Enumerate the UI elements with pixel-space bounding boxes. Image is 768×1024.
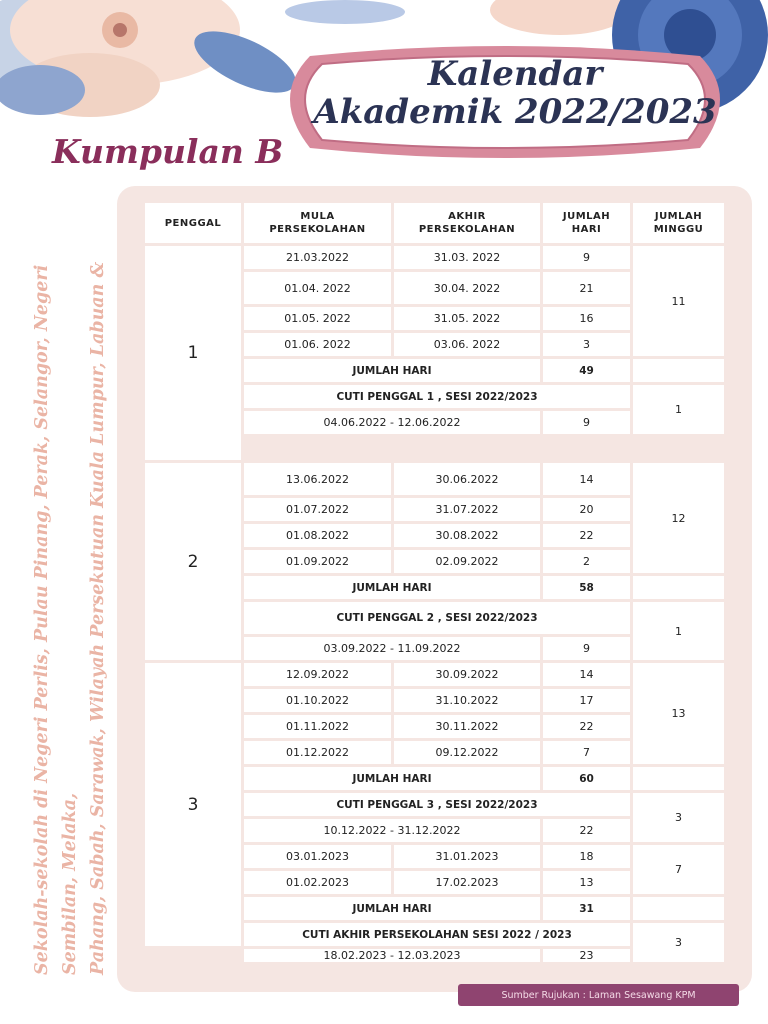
table-cell: 30.04. 2022 bbox=[394, 272, 540, 304]
calendar-table bbox=[145, 203, 722, 962]
cuti-minggu: 1 bbox=[633, 385, 724, 434]
table-cell: 13.06.2022 bbox=[244, 463, 391, 495]
table-cell: 01.07.2022 bbox=[244, 498, 391, 521]
page-title bbox=[300, 55, 730, 131]
minggu-cell: 12 bbox=[633, 463, 724, 573]
table-cell: 21.03.2022 bbox=[244, 246, 391, 269]
empty-cell bbox=[633, 576, 724, 599]
table-cell: 2 bbox=[543, 550, 630, 573]
table-cell: 16 bbox=[543, 307, 630, 330]
cuti-minggu: 3 bbox=[633, 793, 724, 842]
cuti-label: CUTI PENGGAL 1 , SESI 2022/2023 bbox=[244, 385, 630, 408]
jumlah-hari-value: 49 bbox=[543, 359, 630, 382]
table-cell: 9 bbox=[543, 246, 630, 269]
cuti-akhir-dates: 18.02.2023 - 12.03.2023 bbox=[244, 949, 540, 962]
table-cell: 31.07.2022 bbox=[394, 498, 540, 521]
cuti-hari: 9 bbox=[543, 637, 630, 660]
table-cell: 3 bbox=[543, 333, 630, 356]
table-cell: 21 bbox=[543, 272, 630, 304]
table-cell: 20 bbox=[543, 498, 630, 521]
cuti-akhir-minggu: 3 bbox=[633, 923, 724, 962]
table-cell: 01.12.2022 bbox=[244, 741, 391, 764]
title-line-1: Kalendar bbox=[427, 54, 603, 94]
table-cell: 30.11.2022 bbox=[394, 715, 540, 738]
header-hari: JUMLAH HARI bbox=[543, 203, 630, 243]
cuti-hari: 9 bbox=[543, 411, 630, 434]
table-cell: 01.10.2022 bbox=[244, 689, 391, 712]
jumlah-hari-label: JUMLAH HARI bbox=[244, 576, 540, 599]
header-penggal: PENGGAL bbox=[145, 203, 241, 243]
cuti-dates: 03.09.2022 - 11.09.2022 bbox=[244, 637, 540, 660]
minggu-cell: 7 bbox=[633, 845, 724, 894]
title-line-2: Akademik 2022/2023 bbox=[313, 92, 717, 132]
table-cell: 30.06.2022 bbox=[394, 463, 540, 495]
header-minggu: JUMLAH MINGGU bbox=[633, 203, 724, 243]
penggal-1-label: 1 bbox=[145, 246, 241, 460]
table-cell: 18 bbox=[543, 845, 630, 868]
table-cell: 01.09.2022 bbox=[244, 550, 391, 573]
empty-cell bbox=[633, 359, 724, 382]
table-cell: 31.03. 2022 bbox=[394, 246, 540, 269]
table-cell: 22 bbox=[543, 715, 630, 738]
jumlah-hari-value: 58 bbox=[543, 576, 630, 599]
table-cell: 14 bbox=[543, 463, 630, 495]
cuti-akhir-label: CUTI AKHIR PERSEKOLAHAN SESI 2022 / 2023 bbox=[244, 923, 630, 946]
header-mula: MULA PERSEKOLAHAN bbox=[244, 203, 391, 243]
table-cell: 22 bbox=[543, 524, 630, 547]
table-cell: 01.08.2022 bbox=[244, 524, 391, 547]
jumlah-hari-label: JUMLAH HARI bbox=[244, 359, 540, 382]
table-cell: 01.04. 2022 bbox=[244, 272, 391, 304]
table-cell: 01.11.2022 bbox=[244, 715, 391, 738]
jumlah-hari-label: JUMLAH HARI bbox=[244, 767, 540, 790]
side-note-line-2: Pahang, Sabah, Sarawak, Wilayah Persekutuan Kuala Lumpur, Labuan & bbox=[88, 261, 108, 975]
cuti-dates: 10.12.2022 - 31.12.2022 bbox=[244, 819, 540, 842]
source-footer: Sumber Rujukan : Laman Sesawang KPM bbox=[458, 984, 739, 1006]
table-cell: 09.12.2022 bbox=[394, 741, 540, 764]
empty-cell bbox=[633, 897, 724, 920]
table-cell: 02.09.2022 bbox=[394, 550, 540, 573]
jumlah-hari-value: 31 bbox=[543, 897, 630, 920]
table-cell: 13 bbox=[543, 871, 630, 894]
table-cell: 31.01.2023 bbox=[394, 845, 540, 868]
table-cell: 03.01.2023 bbox=[244, 845, 391, 868]
table-cell: 17.02.2023 bbox=[394, 871, 540, 894]
minggu-cell: 11 bbox=[633, 246, 724, 356]
table-cell: 30.09.2022 bbox=[394, 663, 540, 686]
table-cell: 14 bbox=[543, 663, 630, 686]
jumlah-hari-label: JUMLAH HARI bbox=[244, 897, 540, 920]
table-cell: 12.09.2022 bbox=[244, 663, 391, 686]
empty-cell bbox=[633, 767, 724, 790]
penggal-2-label: 2 bbox=[145, 463, 241, 660]
cuti-minggu: 1 bbox=[633, 602, 724, 660]
side-note-line-1: Sekolah-sekolah di Negeri Perlis, Pulau Pinang, Perak, Selangor, Negeri Sembilan, Melaka, bbox=[32, 264, 80, 975]
minggu-cell: 13 bbox=[633, 663, 724, 764]
cuti-hari: 22 bbox=[543, 819, 630, 842]
table-cell: 31.05. 2022 bbox=[394, 307, 540, 330]
table-cell: 30.08.2022 bbox=[394, 524, 540, 547]
table-cell: 7 bbox=[543, 741, 630, 764]
cuti-label: CUTI PENGGAL 2 , SESI 2022/2023 bbox=[244, 602, 630, 634]
cuti-label: CUTI PENGGAL 3 , SESI 2022/2023 bbox=[244, 793, 630, 816]
table-cell: 03.06. 2022 bbox=[394, 333, 540, 356]
header-akhir: AKHIR PERSEKOLAHAN bbox=[394, 203, 540, 243]
table-cell: 31.10.2022 bbox=[394, 689, 540, 712]
table-cell: 01.02.2023 bbox=[244, 871, 391, 894]
cuti-akhir-hari: 23 bbox=[543, 949, 630, 962]
table-cell: 01.05. 2022 bbox=[244, 307, 391, 330]
table-cell: 01.06. 2022 bbox=[244, 333, 391, 356]
cuti-dates: 04.06.2022 - 12.06.2022 bbox=[244, 411, 540, 434]
penggal-3-label: 3 bbox=[145, 663, 241, 946]
jumlah-hari-value: 60 bbox=[543, 767, 630, 790]
table-cell: 17 bbox=[543, 689, 630, 712]
group-title: Kumpulan B bbox=[52, 132, 284, 171]
